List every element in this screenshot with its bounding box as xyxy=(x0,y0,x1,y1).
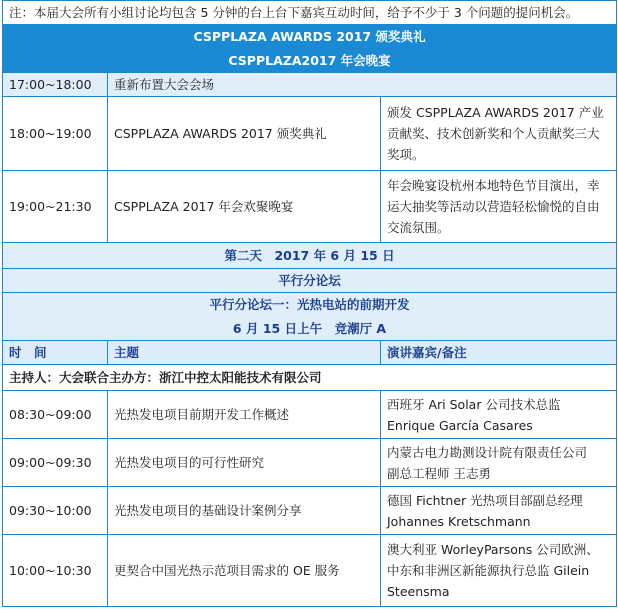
table-row xyxy=(3,171,617,243)
speaker-line: 中东和非洲区新能源执行总监 Gilein xyxy=(387,563,590,578)
note-cell: 年会晚宴设杭州本地特色节目演出，幸运大抽奖等活动以营造轻松愉悦的自由交流氛围。 xyxy=(381,171,617,243)
note-cell: 颁发 CSPPLAZA AWARDS 2017 产业贡献奖、技术创新奖和个人贡献奖三大奖项。 xyxy=(381,97,617,171)
speaker-cell xyxy=(381,391,617,439)
topic-cell: 光热发电项目的基础设计案例分享 xyxy=(108,487,381,535)
header-time: 时 间 xyxy=(3,341,108,365)
header-topic: 主题 xyxy=(108,341,381,365)
table-row xyxy=(3,535,617,607)
topic-cell: 光热发电项目的可行性研究 xyxy=(108,439,381,487)
time-cell: 08:30~09:00 xyxy=(3,391,108,439)
parallel-forum-title: 平行分论坛 xyxy=(3,269,617,293)
topic-cell: 更契合中国光热示范项目需求的 OE 服务 xyxy=(108,535,381,607)
speaker-line: 内蒙古电力勘测设计院有限责任公司 xyxy=(387,444,588,460)
speaker-line: Enrique García Casares xyxy=(387,417,533,433)
table-row xyxy=(3,439,617,487)
speaker-line: Johannes Kretschmann xyxy=(387,513,531,529)
speaker-line: 德国 Fichtner 光热项目部副总经理 xyxy=(387,492,583,508)
speaker-cell xyxy=(381,535,617,607)
table-row xyxy=(3,391,617,439)
header-speaker: 演讲嘉宾/备注 xyxy=(381,341,617,365)
time-cell: 19:00~21:30 xyxy=(3,171,108,243)
host-line: 主持人：大会联合主办方：浙江中控太阳能技术有限公司 xyxy=(3,365,617,391)
time-cell: 18:00~19:00 xyxy=(3,97,108,171)
discussion-note: 注：本届大会所有小组讨论均包含 5 分钟的台上台下嘉宾互动时间，给予不少于 3 个问题的提问机会。 xyxy=(3,1,617,25)
time-cell: 09:00~09:30 xyxy=(3,439,108,487)
forum-one-title: 平行分论坛一：光热电站的前期开发 xyxy=(3,293,617,317)
time-cell: 09:30~10:00 xyxy=(3,487,108,535)
forum-one-subtitle: 6 月 15 日上午 竞潮厅 A xyxy=(3,317,617,341)
table-row xyxy=(3,97,617,171)
speaker-cell xyxy=(381,487,617,535)
table-row xyxy=(3,487,617,535)
gala-title: CSPPLAZA2017 年会晚宴 xyxy=(3,49,617,73)
topic-cell: 重新布置大会会场 xyxy=(108,73,617,97)
time-cell: 17:00~18:00 xyxy=(3,73,108,97)
table-row xyxy=(3,73,617,97)
speaker-line: 副总工程师 王志勇 xyxy=(387,465,491,481)
speaker-line: 西班牙 Ari Solar 公司技术总监 xyxy=(387,396,561,412)
topic-cell: CSPPLAZA AWARDS 2017 颁奖典礼 xyxy=(108,97,381,171)
speaker-line: 澳大利亚 WorleyParsons 公司欧洲、 xyxy=(387,542,599,557)
topic-cell: 光热发电项目前期开发工作概述 xyxy=(108,391,381,439)
speaker-cell xyxy=(381,439,617,487)
awards-title: CSPPLAZA AWARDS 2017 颁奖典礼 xyxy=(3,25,617,49)
schedule-table xyxy=(2,0,617,607)
topic-cell: CSPPLAZA 2017 年会欢聚晚宴 xyxy=(108,171,381,243)
time-cell: 10:00~10:30 xyxy=(3,535,108,607)
day-two-title: 第二天 2017 年 6 月 15 日 xyxy=(3,243,617,269)
speaker-line: Steensma xyxy=(387,584,450,599)
header-row xyxy=(3,341,617,365)
